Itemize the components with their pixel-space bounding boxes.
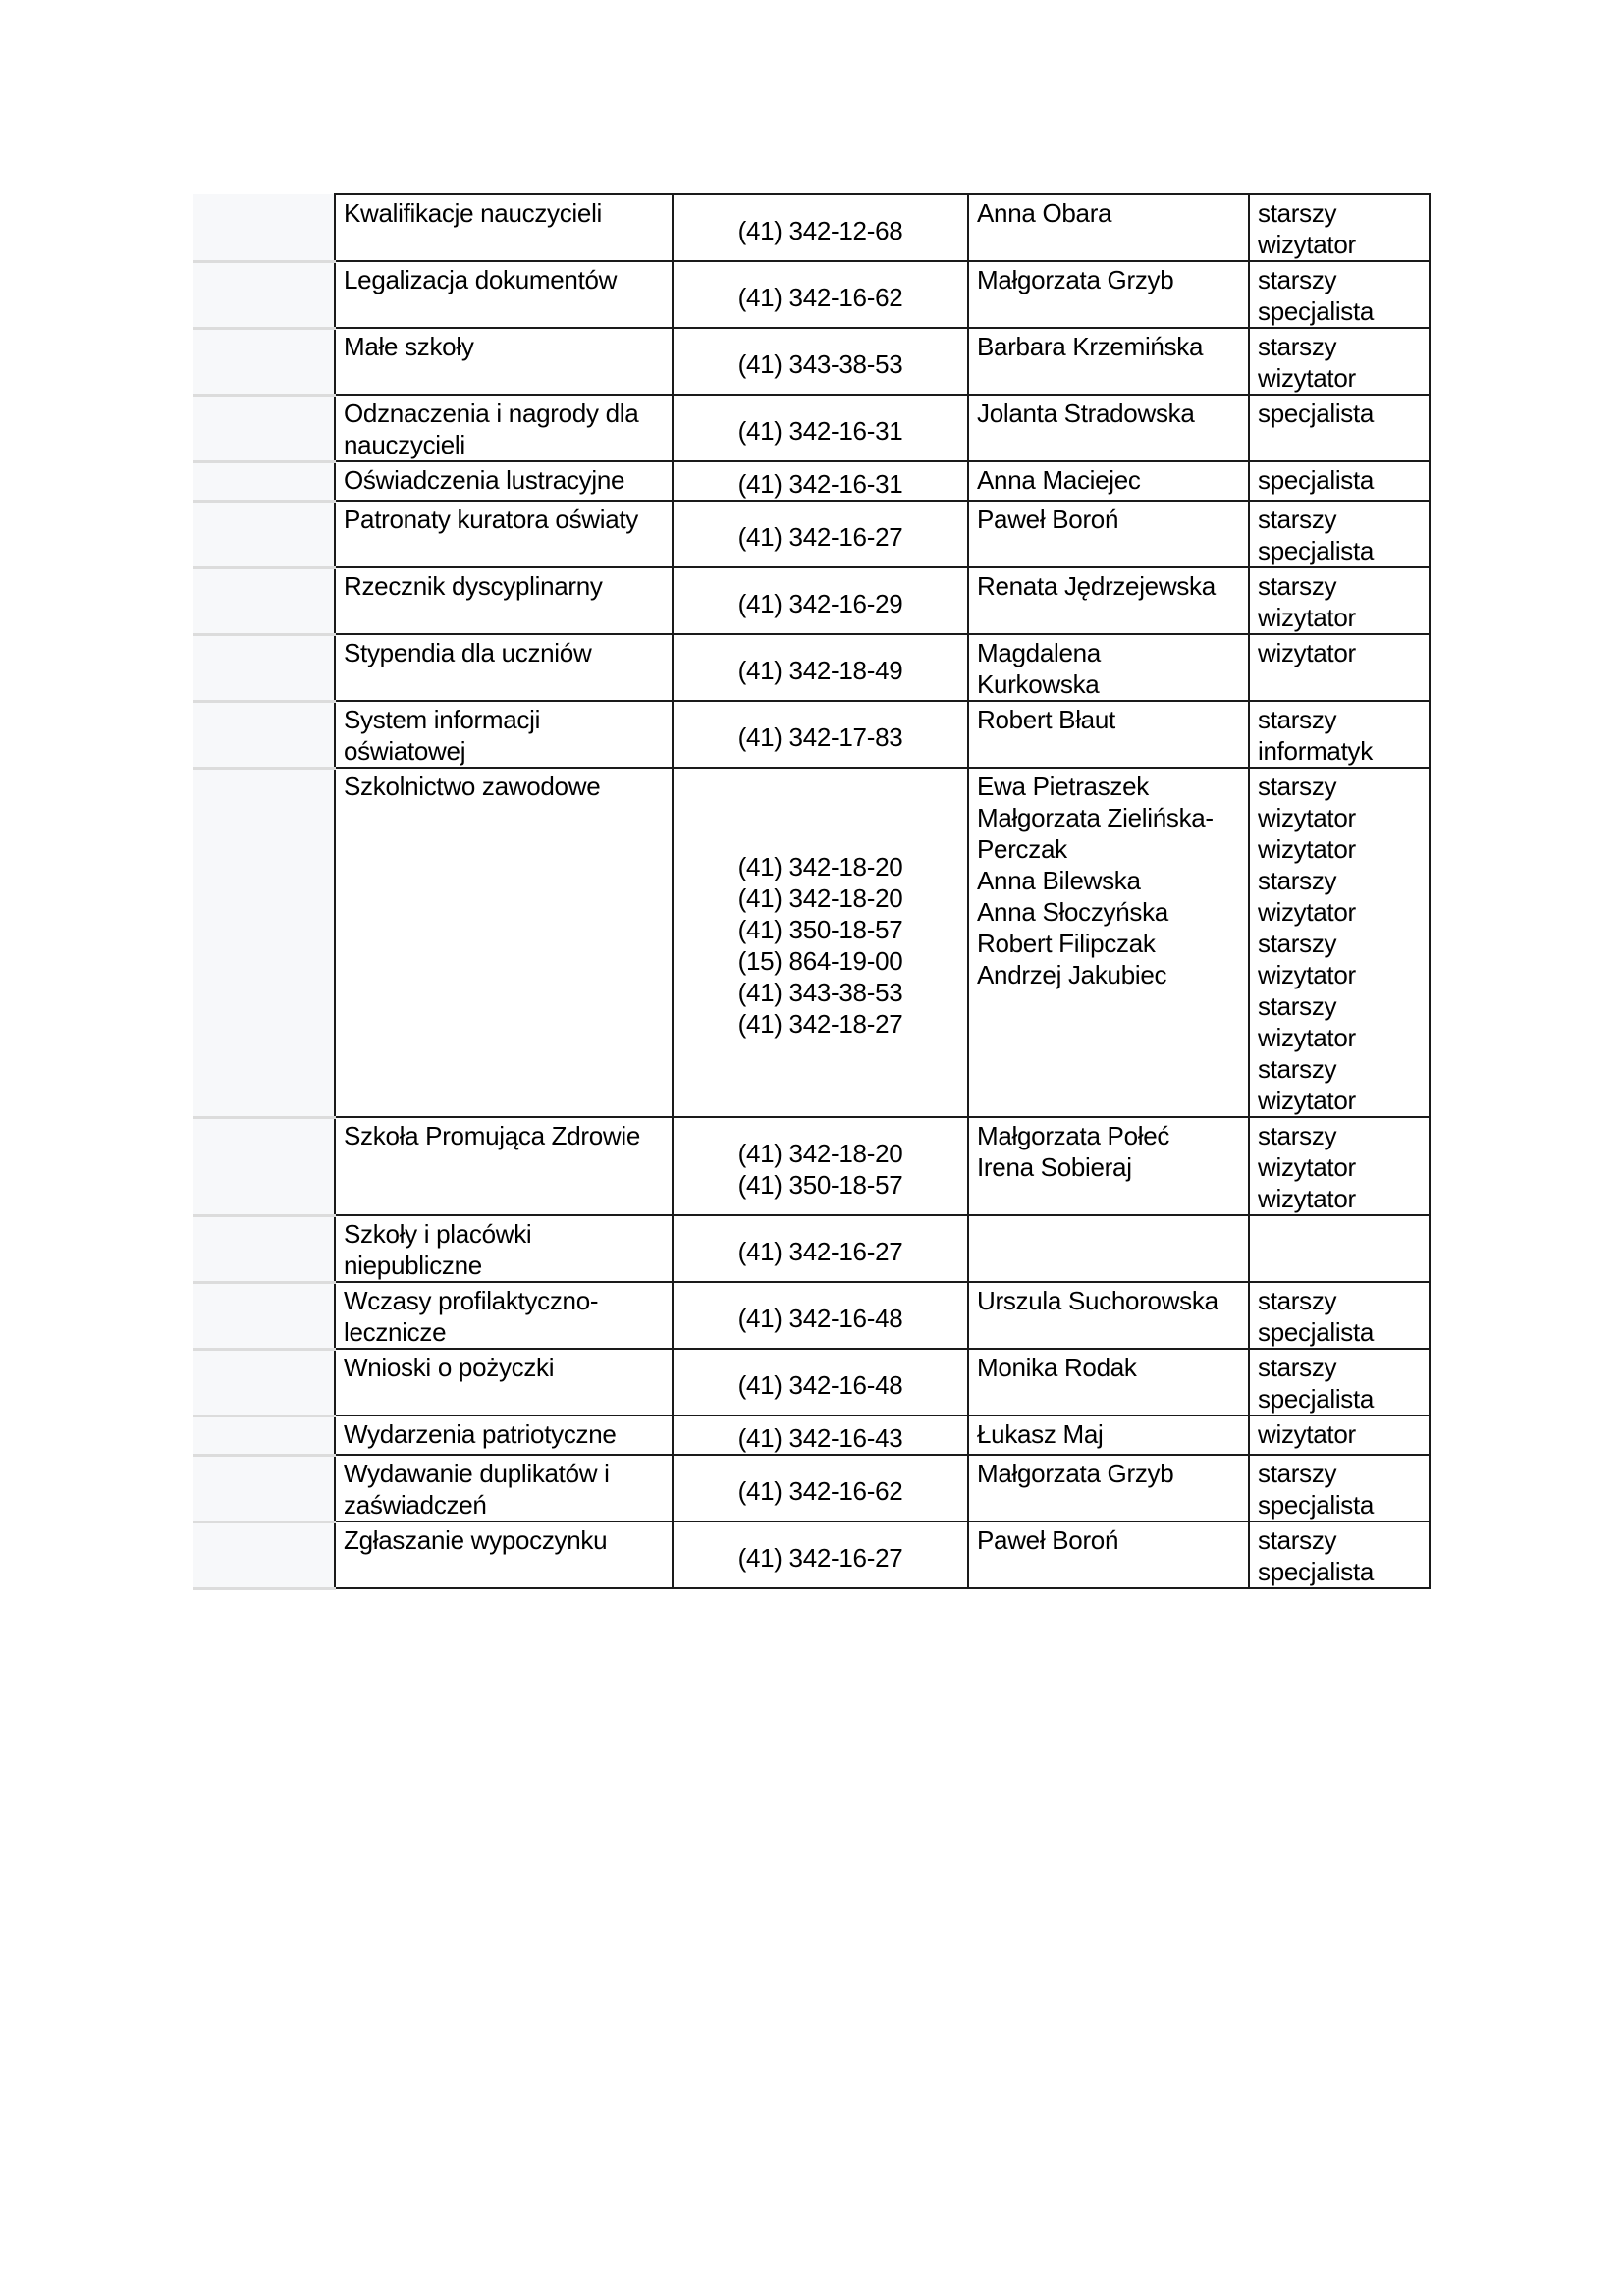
phone-number: (41) 342-16-43: [737, 1423, 903, 1453]
table-row: [193, 1455, 1430, 1522]
phone-number: (41) 342-18-49: [737, 656, 903, 685]
position-cell: [1249, 701, 1430, 768]
person-cell: [968, 1522, 1249, 1588]
phone-number: (41) 342-16-27: [737, 1237, 903, 1266]
topic-text: Patronaty kuratora oświaty: [344, 505, 639, 534]
phone-cell: [673, 501, 968, 567]
phone-number: (41) 342-16-29: [737, 589, 903, 618]
person-name: Robert Filipczak: [977, 929, 1156, 958]
position-title: starszy: [1258, 198, 1337, 228]
position-title: specjalista: [1258, 296, 1375, 326]
position-title: specjalista: [1258, 465, 1375, 495]
person-cell: [968, 1117, 1249, 1215]
table-row: [193, 701, 1430, 768]
position-cell: [1249, 328, 1430, 395]
position-cell: [1249, 1282, 1430, 1349]
topic-text: Stypendia dla uczniów: [344, 638, 592, 667]
position-title: wizytator: [1258, 638, 1356, 667]
person-cell: [968, 701, 1249, 768]
position-title: wizytator: [1258, 1086, 1356, 1115]
topic-text: Kwalifikacje nauczycieli: [344, 198, 603, 228]
phone-number: (41) 342-16-48: [737, 1370, 903, 1400]
person-cell: [968, 328, 1249, 395]
position-title: specjalista: [1258, 1384, 1375, 1414]
table-row: [193, 768, 1430, 1117]
position-title: starszy: [1258, 1525, 1337, 1555]
topic-cell: [335, 395, 673, 461]
topic-text: Małe szkoły: [344, 332, 474, 361]
person-cell: [968, 1282, 1249, 1349]
position-title: wizytator: [1258, 1419, 1356, 1449]
position-cell: [1249, 194, 1430, 261]
position-cell: [1249, 768, 1430, 1117]
phone-number: (41) 342-16-62: [737, 283, 903, 312]
position-title: starszy: [1258, 1121, 1337, 1150]
table-row: [193, 1117, 1430, 1215]
row-margin-cell: [193, 768, 335, 1117]
phone-number: (41) 342-16-48: [737, 1304, 903, 1333]
person-name: Irena Sobieraj: [977, 1152, 1132, 1182]
phone-cell: [673, 328, 968, 395]
position-cell: [1249, 1415, 1430, 1455]
position-cell: [1249, 261, 1430, 328]
row-margin-cell: [193, 328, 335, 395]
phone-cell: [673, 1455, 968, 1522]
topic-cell: [335, 1282, 673, 1349]
position-title: starszy: [1258, 571, 1337, 601]
row-margin-cell: [193, 1215, 335, 1282]
phone-number: (41) 342-16-31: [737, 469, 903, 499]
position-title: specjalista: [1258, 1557, 1375, 1586]
topic-cell: [335, 1349, 673, 1415]
row-margin-cell: [193, 701, 335, 768]
row-margin-cell: [193, 1349, 335, 1415]
topic-cell: [335, 701, 673, 768]
row-margin-cell: [193, 1282, 335, 1349]
topic-cell: [335, 567, 673, 634]
table-row: [193, 1415, 1430, 1455]
topic-text: Odznaczenia i nagrody dla nauczycieli: [344, 399, 639, 459]
person-name: Renata Jędrzejewska: [977, 571, 1216, 601]
topic-text: Wnioski o pożyczki: [344, 1353, 555, 1382]
position-title: wizytator: [1258, 603, 1356, 632]
position-title: specjalista: [1258, 399, 1375, 428]
phone-cell: [673, 261, 968, 328]
table-row: [193, 194, 1430, 261]
position-title: starszy: [1258, 991, 1337, 1021]
position-cell: [1249, 501, 1430, 567]
phone-number: (15) 864-19-00: [737, 946, 903, 976]
phone-number: (41) 342-18-20: [737, 1139, 903, 1168]
topic-cell: [335, 768, 673, 1117]
topic-cell: [335, 1522, 673, 1588]
phone-cell: [673, 1522, 968, 1588]
topic-text: Szkoły i placówki niepubliczne: [344, 1219, 532, 1280]
position-title: starszy: [1258, 1459, 1337, 1488]
row-margin-cell: [193, 501, 335, 567]
person-name: Paweł Boroń: [977, 505, 1119, 534]
person-name: Monika Rodak: [977, 1353, 1137, 1382]
person-name: Anna Obara: [977, 198, 1112, 228]
phone-cell: [673, 1215, 968, 1282]
row-margin-cell: [193, 1522, 335, 1588]
table-row: [193, 567, 1430, 634]
position-title: specjalista: [1258, 536, 1375, 565]
person-cell: [968, 395, 1249, 461]
position-title: wizytator: [1258, 834, 1356, 864]
position-title: wizytator: [1258, 803, 1356, 832]
position-cell: [1249, 1215, 1430, 1282]
person-name: Paweł Boroń: [977, 1525, 1119, 1555]
person-name: Kurkowska: [977, 669, 1100, 699]
row-margin-cell: [193, 261, 335, 328]
phone-cell: [673, 461, 968, 501]
position-title: starszy: [1258, 772, 1337, 801]
topic-text: System informacji oświatowej: [344, 705, 541, 766]
phone-number: (41) 342-17-83: [737, 722, 903, 752]
position-title: starszy: [1258, 505, 1337, 534]
table-row: [193, 1349, 1430, 1415]
person-name: Jolanta Stradowska: [977, 399, 1195, 428]
person-name: Małgorzata Zielińska-: [977, 803, 1214, 832]
table-row: [193, 634, 1430, 701]
position-title: starszy: [1258, 705, 1337, 734]
table-row: [193, 261, 1430, 328]
person-name: Anna Maciejec: [977, 465, 1141, 495]
position-title: starszy: [1258, 1286, 1337, 1315]
position-title: wizytator: [1258, 363, 1356, 393]
phone-cell: [673, 567, 968, 634]
position-title: starszy: [1258, 1054, 1337, 1084]
position-cell: [1249, 1117, 1430, 1215]
position-title: starszy: [1258, 332, 1337, 361]
topic-cell: [335, 634, 673, 701]
person-name: Urszula Suchorowska: [977, 1286, 1218, 1315]
topic-text: Wczasy profilaktyczno-lecznicze: [344, 1286, 599, 1347]
person-cell: [968, 501, 1249, 567]
topic-cell: [335, 261, 673, 328]
position-cell: [1249, 1349, 1430, 1415]
person-name: Anna Słoczyńska: [977, 897, 1168, 927]
topic-cell: [335, 328, 673, 395]
person-cell: [968, 567, 1249, 634]
row-margin-cell: [193, 461, 335, 501]
position-title: wizytator: [1258, 230, 1356, 259]
table-row: [193, 1215, 1430, 1282]
contact-table: [193, 193, 1431, 1590]
table-row: [193, 328, 1430, 395]
table-body: [193, 194, 1430, 1588]
phone-number: (41) 350-18-57: [737, 1170, 903, 1200]
phone-number: (41) 342-16-27: [737, 522, 903, 552]
person-name: Andrzej Jakubiec: [977, 960, 1167, 989]
position-title: wizytator: [1258, 960, 1356, 989]
table-row: [193, 395, 1430, 461]
person-name: Perczak: [977, 834, 1067, 864]
position-title: wizytator: [1258, 1184, 1356, 1213]
phone-number: (41) 342-16-27: [737, 1543, 903, 1573]
person-cell: [968, 1349, 1249, 1415]
position-title: wizytator: [1258, 1152, 1356, 1182]
position-title: specjalista: [1258, 1490, 1375, 1520]
topic-text: Wydawanie duplikatów i zaświadczeń: [344, 1459, 610, 1520]
topic-cell: [335, 1455, 673, 1522]
person-name: Małgorzata Połeć: [977, 1121, 1170, 1150]
person-name: Małgorzata Grzyb: [977, 1459, 1174, 1488]
table-row: [193, 461, 1430, 501]
person-cell: [968, 1415, 1249, 1455]
row-margin-cell: [193, 634, 335, 701]
topic-text: Legalizacja dokumentów: [344, 265, 618, 294]
person-cell: [968, 194, 1249, 261]
row-margin-cell: [193, 395, 335, 461]
person-cell: [968, 261, 1249, 328]
person-cell: [968, 768, 1249, 1117]
table-row: [193, 1282, 1430, 1349]
position-title: starszy: [1258, 265, 1337, 294]
position-title: starszy: [1258, 1353, 1337, 1382]
topic-text: Rzecznik dyscyplinarny: [344, 571, 603, 601]
position-title: informatyk: [1258, 736, 1373, 766]
position-cell: [1249, 567, 1430, 634]
position-title: wizytator: [1258, 897, 1356, 927]
person-name: Magdalena: [977, 638, 1101, 667]
table-row: [193, 501, 1430, 567]
phone-cell: [673, 194, 968, 261]
person-name: Ewa Pietraszek: [977, 772, 1149, 801]
phone-cell: [673, 1117, 968, 1215]
person-name: Robert Błaut: [977, 705, 1115, 734]
phone-cell: [673, 395, 968, 461]
row-margin-cell: [193, 1117, 335, 1215]
position-title: starszy: [1258, 929, 1337, 958]
phone-number: (41) 342-18-20: [737, 852, 903, 881]
phone-number: (41) 343-38-53: [737, 349, 903, 379]
person-name: Łukasz Maj: [977, 1419, 1104, 1449]
phone-number: (41) 343-38-53: [737, 978, 903, 1007]
position-title: starszy: [1258, 866, 1337, 895]
row-margin-cell: [193, 194, 335, 261]
topic-cell: [335, 461, 673, 501]
position-cell: [1249, 1522, 1430, 1588]
phone-number: (41) 342-18-20: [737, 883, 903, 913]
row-margin-cell: [193, 567, 335, 634]
topic-text: Zgłaszanie wypoczynku: [344, 1525, 608, 1555]
table-row: [193, 1522, 1430, 1588]
person-name: Barbara Krzemińska: [977, 332, 1204, 361]
row-margin-cell: [193, 1455, 335, 1522]
position-cell: [1249, 1455, 1430, 1522]
topic-text: Szkolnictwo zawodowe: [344, 772, 601, 801]
topic-text: Wydarzenia patriotyczne: [344, 1419, 617, 1449]
topic-cell: [335, 1415, 673, 1455]
position-cell: [1249, 395, 1430, 461]
topic-cell: [335, 501, 673, 567]
phone-number: (41) 342-16-62: [737, 1476, 903, 1506]
row-margin-cell: [193, 1415, 335, 1455]
position-cell: [1249, 634, 1430, 701]
phone-number: (41) 342-12-68: [737, 216, 903, 245]
phone-cell: [673, 634, 968, 701]
phone-cell: [673, 768, 968, 1117]
phone-cell: [673, 1349, 968, 1415]
phone-number: (41) 350-18-57: [737, 915, 903, 944]
person-name: Anna Bilewska: [977, 866, 1141, 895]
topic-text: Szkoła Promująca Zdrowie: [344, 1121, 641, 1150]
phone-cell: [673, 701, 968, 768]
position-title: wizytator: [1258, 1023, 1356, 1052]
position-cell: [1249, 461, 1430, 501]
position-title: specjalista: [1258, 1317, 1375, 1347]
topic-text: Oświadczenia lustracyjne: [344, 465, 625, 495]
person-name: Małgorzata Grzyb: [977, 265, 1174, 294]
phone-number: (41) 342-18-27: [737, 1009, 903, 1039]
phone-number: (41) 342-16-31: [737, 416, 903, 446]
person-cell: [968, 1455, 1249, 1522]
phone-cell: [673, 1415, 968, 1455]
topic-cell: [335, 1215, 673, 1282]
person-cell: [968, 1215, 1249, 1282]
topic-cell: [335, 194, 673, 261]
person-cell: [968, 634, 1249, 701]
person-cell: [968, 461, 1249, 501]
phone-cell: [673, 1282, 968, 1349]
topic-cell: [335, 1117, 673, 1215]
